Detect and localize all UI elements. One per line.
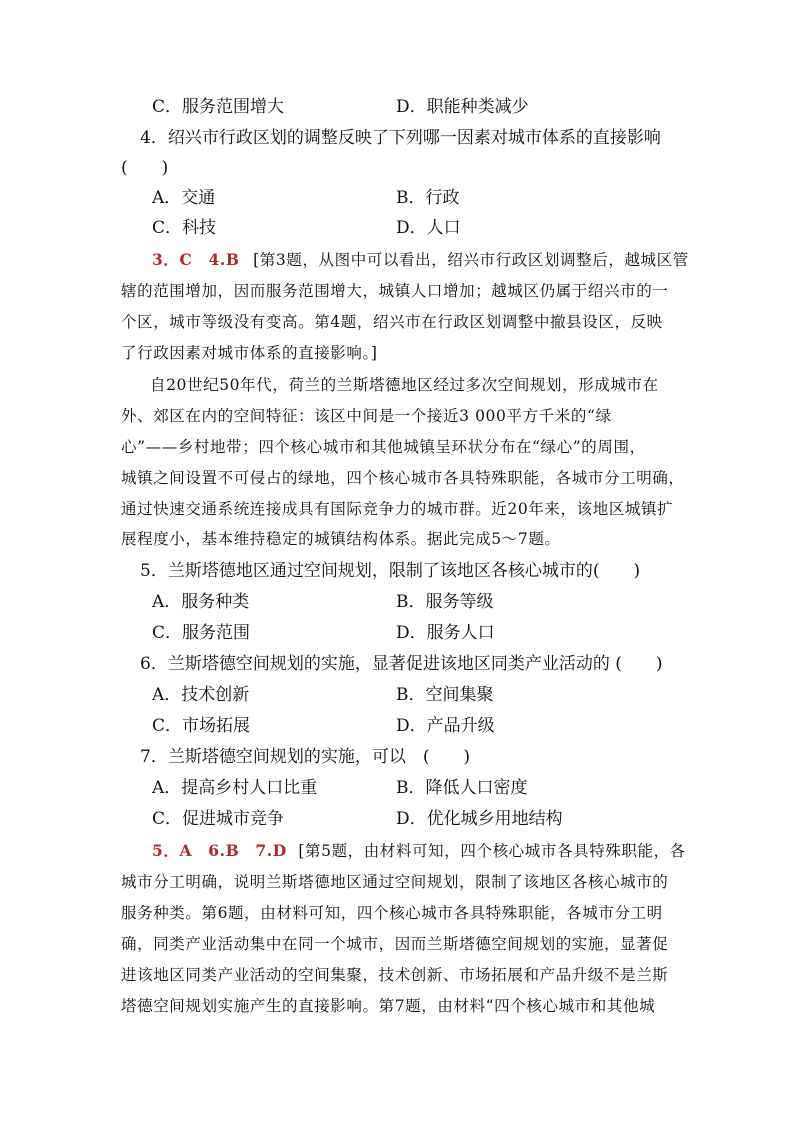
answer-5-7-text-1: [第5题，由材料可知，四个核心城市各具特殊职能，各 [298,842,686,860]
q6-option-b: B．空间集聚 [396,685,494,705]
q3-option-c: C．服务范围增大 [152,97,285,117]
q6-option-c: C．市场拓展 [152,716,251,736]
answer-5-7-line-5: 进该地区同类产业活动的空间集聚，技术创新、市场拓展和产品升级不是兰斯 [121,966,669,984]
answer-5-7-line-1 [152,840,686,862]
answer-3-4-line-3: 个区，城市等级没有变高。第4题，绍兴市在行政区划调整中撤县设区，反映 [121,313,663,331]
answer-5-7-line-4: 确，同类产业活动集中在同一个城市，因而兰斯塔德空间规划的实施，显著促 [121,935,669,953]
answer-3-4-line-1 [152,249,689,271]
answer-5-7-line-2: 城市分工明确，说明兰斯塔德地区通过空间规划，限制了该地区各核心城市的 [121,873,669,891]
answer-5-7-line-3: 服务种类。第6题，由材料可知，四个核心城市各具特殊职能，各城市分工明 [121,904,663,922]
q3-option-d: D．职能种类减少 [396,97,529,117]
q6-stem: 6．兰斯塔德空间规划的实施，显著促进该地区同类产业活动的 ( ) [140,654,663,674]
q5-option-c: C．服务范围 [152,623,251,643]
q5-stem: 5．兰斯塔德地区通过空间规划，限制了该地区各核心城市的( ) [140,561,641,581]
answer-3-4-label: 3．C 4.B [152,250,240,269]
q5-option-d: D．服务人口 [396,623,495,643]
passage-line-6: 展程度小，基本维持稳定的城镇结构体系。据此完成5～7题。 [121,530,561,548]
q7-option-d: D．优化城乡用地结构 [396,809,563,829]
passage-line-1: 自20世纪50年代，荷兰的兰斯塔德地区经过多次空间规划，形成城市在 [150,376,659,394]
q7-option-a: A．提高乡村人口比重 [152,778,318,798]
q4-option-c: C．科技 [152,218,217,238]
answer-3-4-line-2: 辖的范围增加，因而服务范围增大，城镇人口增加；越城区仍属于绍兴市的一 [121,282,669,300]
q5-option-a: A．服务种类 [152,592,250,612]
q6-option-a: A．技术创新 [152,685,250,705]
passage-line-3: 心”——乡村地带；四个核心城市和其他城镇呈环状分布在“绿心”的周围， [121,438,646,456]
q6-option-d: D．产品升级 [396,716,495,736]
q4-option-d: D．人口 [396,218,461,238]
answer-3-4-text-1: [第3题，从图中可以看出，绍兴市行政区划调整后，越城区管 [253,251,689,269]
q7-stem: 7．兰斯塔德空间规划的实施，可以 ( ) [140,747,471,767]
q4-stem: 4．绍兴市行政区划的调整反映了下列哪一因素对城市体系的直接影响 [140,128,661,148]
answer-5-7-line-6: 塔德空间规划实施产生的直接影响。第7题，由材料“四个核心城市和其他城 [121,997,656,1015]
q4-option-b: B．行政 [396,188,460,208]
passage-line-4: 城镇之间设置不可侵占的绿地，四个核心城市各具特殊职能，各城市分工明确， [121,469,685,487]
q4-paren: ( ) [121,158,169,178]
answer-3-4-line-4: 了行政因素对城市体系的直接影响。] [121,344,378,362]
answer-5-7-label: 5．A 6.B 7.D [152,841,287,860]
passage-line-2: 外、郊区在内的空间特征：该区中间是一个接近3 000平方千米的“绿 [121,407,612,425]
q4-option-a: A．交通 [152,188,216,208]
passage-line-5: 通过快速交通系统连接成具有国际竞争力的城市群。近20年来，该地区城镇扩 [121,500,674,518]
q7-option-c: C．促进城市竞争 [152,809,285,829]
q5-option-b: B．服务等级 [396,592,494,612]
q7-option-b: B．降低人口密度 [396,778,528,798]
